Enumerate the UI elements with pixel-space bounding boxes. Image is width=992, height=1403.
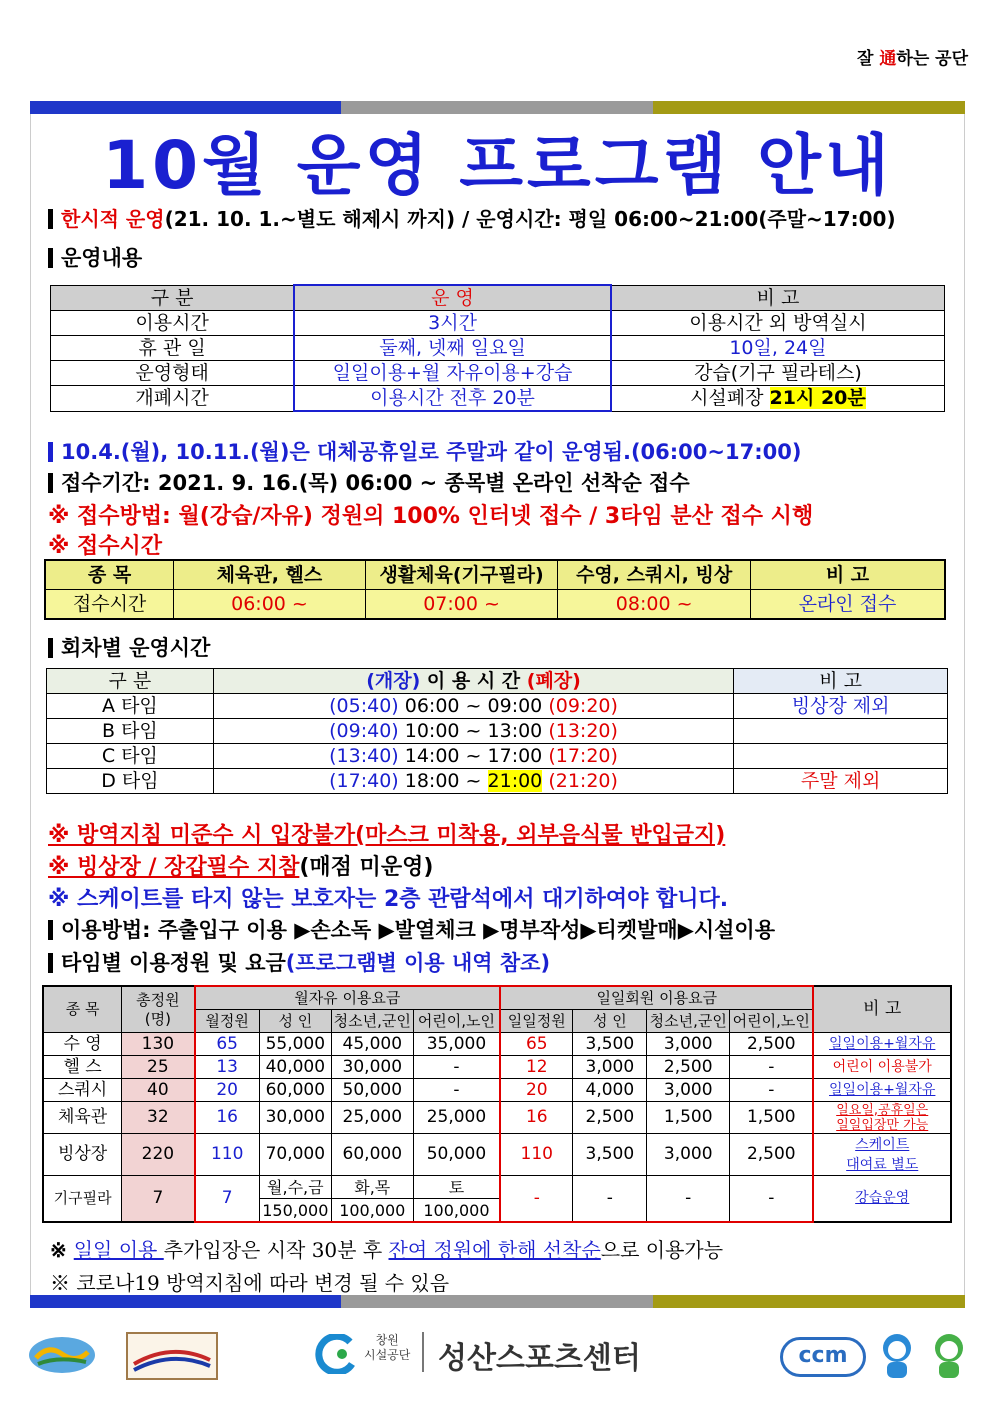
ft-cell: 25,000 [413,1102,500,1134]
ft-h-daily: 일일회원 이용요금 [500,986,813,1010]
ft-sub: 청소년,군인 [647,1010,730,1033]
ft-note: 일일이용+월자유 [813,1033,951,1056]
mascot-green [924,1330,974,1382]
st-note: 빙상장 제외 [734,694,948,719]
ft-cell: 월,수,금 [259,1176,331,1199]
ft-cell: 2,500 [573,1102,647,1134]
ft-cell: 16 [500,1102,573,1134]
rt-cell: 06:00 ~ [174,590,366,620]
st-time: (13:40) 14:00 ~ 17:00 (17:20) [213,744,733,769]
ft-cell: 3,000 [647,1079,730,1102]
ft-sub: 월정원 [195,1010,260,1033]
ft-total: 25 [122,1056,195,1079]
ops-h1: 구 분 [51,285,295,311]
rt-cell: 07:00 ~ [365,590,558,620]
usage-line: 이용방법: 주출입구 이용 ▶손소독 ▶발열체크 ▶명부작성▶티켓발매▶시설이용 [48,914,775,944]
ft-h-item: 종 목 [43,986,122,1033]
ft-cell: 1,500 [730,1102,814,1134]
ft-cell: 30,000 [331,1056,413,1079]
st-note [734,719,948,744]
ccm-logo: ccm [780,1337,866,1377]
ft-h-total: 총정원 (명) [122,986,195,1033]
ft-cell: 60,000 [259,1079,331,1102]
ops-cell: 이용시간 [51,311,295,336]
ft-sub: 성 인 [259,1010,331,1033]
notice-gloves: ※ 빙상장 / 장갑필수 지참(매점 미운영) [48,855,434,880]
rt-cell: 08:00 ~ [558,590,751,620]
time-heading: ※ 접수시간 [48,534,163,559]
ft-cell: - [500,1176,573,1223]
bottom-color-bar [30,1295,965,1308]
ft-cell: 25,000 [331,1102,413,1134]
ops-cell: 일일이용+월 자유이용+강습 [294,361,611,386]
ft-cell: 7 [195,1176,260,1223]
ft-item: 체육관 [43,1102,122,1134]
ft-item: 수 영 [43,1033,122,1056]
certification-logo [126,1332,218,1380]
ft-cell: 50,000 [331,1079,413,1102]
ft-cell: 30,000 [259,1102,331,1134]
slogan: 잘 通하는 공단 [857,49,968,69]
ft-cell: 16 [195,1102,260,1134]
ft-cell: 45,000 [331,1033,413,1056]
rt-h: 생활체육(기구필라) [365,560,558,590]
rt-h: 비 고 [750,560,945,590]
cw-facility-logo [310,1334,360,1374]
ft-cell: 70,000 [259,1134,331,1176]
ft-cell: 2,500 [730,1033,814,1056]
rt-cell: 접수시간 [45,590,174,620]
ft-total: 130 [122,1033,195,1056]
ft-sub: 일일정원 [500,1010,573,1033]
ft-total: 40 [122,1079,195,1102]
ft-cell: 110 [500,1134,573,1176]
st-name: A 타임 [47,694,214,719]
ft-total: 32 [122,1102,195,1134]
rt-h: 수영, 스쿼시, 빙상 [558,560,751,590]
rt-h: 종 목 [45,560,174,590]
ft-cell: - [730,1079,814,1102]
ft-cell: 100,000 [331,1199,413,1223]
ft-cell: - [573,1176,647,1223]
ft-sub: 성 인 [573,1010,647,1033]
ft-cell: 20 [195,1079,260,1102]
ops-h2: 운 영 [294,285,611,311]
st-time: (05:40) 06:00 ~ 09:00 (09:20) [213,694,733,719]
mascot-blue [872,1330,922,1382]
ft-cell: 100,000 [413,1199,500,1223]
ft-cell: 화,목 [331,1176,413,1199]
ops-cell: 이용시간 전후 20분 [294,386,611,412]
ft-cell: 60,000 [331,1134,413,1176]
session-heading: 회차별 운영시간 [48,632,210,662]
st-note [734,744,948,769]
st-time: (17:40) 18:00 ~ 21:00 (21:20) [213,769,733,794]
reception-line: 접수기간: 2021. 9. 16.(목) 06:00 ~ 종목별 온라인 선착순 접수 [48,467,690,497]
st-h: 비 고 [734,669,948,694]
ops-cell-close: 시설폐장 21시 20분 [611,386,945,412]
ft-sub: 청소년,군인 [331,1010,413,1033]
ft-cell: - [413,1079,500,1102]
ft-cell: 2,500 [730,1134,814,1176]
ft-cell: 3,000 [647,1033,730,1056]
method-line: ※ 접수방법: 월(강습/자유) 정원의 100% 인터넷 접수 / 3타임 분산 접수 시행 [48,504,814,529]
logo-divider [422,1332,424,1372]
ft-cell: 150,000 [259,1199,331,1223]
ft-note: 강습운영 [813,1176,951,1223]
rt-cell: 온라인 접수 [750,590,945,620]
session-table [46,668,948,794]
ft-cell: - [730,1176,814,1223]
rt-h: 체육관, 헬스 [174,560,366,590]
ft-cell: - [647,1176,730,1223]
ft-cell: 40,000 [259,1056,331,1079]
city-logo [28,1334,96,1376]
ops-cell: 휴 관 일 [51,336,295,361]
st-note: 주말 제외 [734,769,948,794]
ft-h-monthly: 월자유 이용요금 [195,986,501,1010]
ops-cell: 개폐시간 [51,386,295,412]
ops-table [50,284,945,412]
ft-h-note: 비 고 [813,986,951,1033]
ft-item: 헬 스 [43,1056,122,1079]
page-title: 10월 운영 프로그램 안내 [102,127,893,204]
ops-cell: 10일, 24일 [611,336,945,361]
ft-cell: - [413,1056,500,1079]
ft-note: 일요일,공휴일은 일일입장만 가능 [813,1102,951,1134]
notice-guardian: ※ 스케이트를 타지 않는 보호자는 2층 관람석에서 대기하여야 합니다. [48,887,729,912]
ft-cell: 65 [500,1033,573,1056]
fee-heading: 타임별 이용정원 및 요금(프로그램별 이용 내역 참조) [48,947,550,977]
ft-cell: 3,000 [647,1134,730,1176]
ft-total: 220 [122,1134,195,1176]
ft-cell: 1,500 [647,1102,730,1134]
ft-cell: 55,000 [259,1033,331,1056]
limited-line: 한시적 운영(21. 10. 1.~별도 해제시 까지) / 운영시간: 평일 06:00~21:00(주말~17:00) [48,203,896,232]
ft-cell: 2,500 [647,1056,730,1079]
ft-note: 일일이용+월자유 [813,1079,951,1102]
center-name: 성산스포츠센터 [438,1341,641,1376]
ft-cell: 65 [195,1033,260,1056]
ops-cell: 운영형태 [51,361,295,386]
cw-facility-text: 창원 시설공단 [364,1333,411,1362]
ft-cell: 35,000 [413,1033,500,1056]
ops-cell: 둘째, 넷째 일요일 [294,336,611,361]
footnote-covid: ※ 코로나19 방역지침에 따라 변경 될 수 있음 [50,1271,450,1295]
ft-note: 스케이트 대여료 별도 [813,1134,951,1176]
ft-cell: 12 [500,1056,573,1079]
ft-item: 스쿼시 [43,1079,122,1102]
st-name: D 타임 [47,769,214,794]
ops-h3: 비 고 [611,285,945,311]
ops-cell: 강습(기구 필라테스) [611,361,945,386]
st-h2: (개장) 이 용 시 간 (폐장) [213,669,733,694]
ft-note: 어린이 이용불가 [813,1056,951,1079]
ft-item: 기구필라 [43,1176,122,1223]
footnote-extra-entry: ※ 일일 이용 추가입장은 시작 30분 후 잔여 정원에 한해 선착순으로 이용가능 [50,1238,724,1262]
ft-cell: 50,000 [413,1134,500,1176]
holiday-line: 10.4.(월), 10.11.(월)은 대체공휴일로 주말과 같이 운영됨.(06:00~17:00) [48,436,801,466]
st-h: 구 분 [47,669,214,694]
ops-cell: 3시간 [294,311,611,336]
notice-mask: ※ 방역지침 미준수 시 입장불가(마스크 미착용, 외부음식물 반입금지) [48,823,726,848]
ft-item: 빙상장 [43,1134,122,1176]
ft-sub: 어린이,노인 [413,1010,500,1033]
reception-table [44,559,946,620]
st-name: C 타임 [47,744,214,769]
ft-cell: 3,000 [573,1056,647,1079]
ft-sub: 어린이,노인 [730,1010,814,1033]
ft-cell: 20 [500,1079,573,1102]
fee-table [42,985,952,1223]
ops-heading: 운영내용 [48,242,142,272]
ft-cell: 3,500 [573,1134,647,1176]
ft-cell: 13 [195,1056,260,1079]
ops-cell: 이용시간 외 방역실시 [611,311,945,336]
st-time: (09:40) 10:00 ~ 13:00 (13:20) [213,719,733,744]
ft-cell: 110 [195,1134,260,1176]
st-name: B 타임 [47,719,214,744]
ft-total: 7 [122,1176,195,1223]
ft-cell: 3,500 [573,1033,647,1056]
ft-cell: - [730,1056,814,1079]
ft-cell: 토 [413,1176,500,1199]
ft-cell: 4,000 [573,1079,647,1102]
